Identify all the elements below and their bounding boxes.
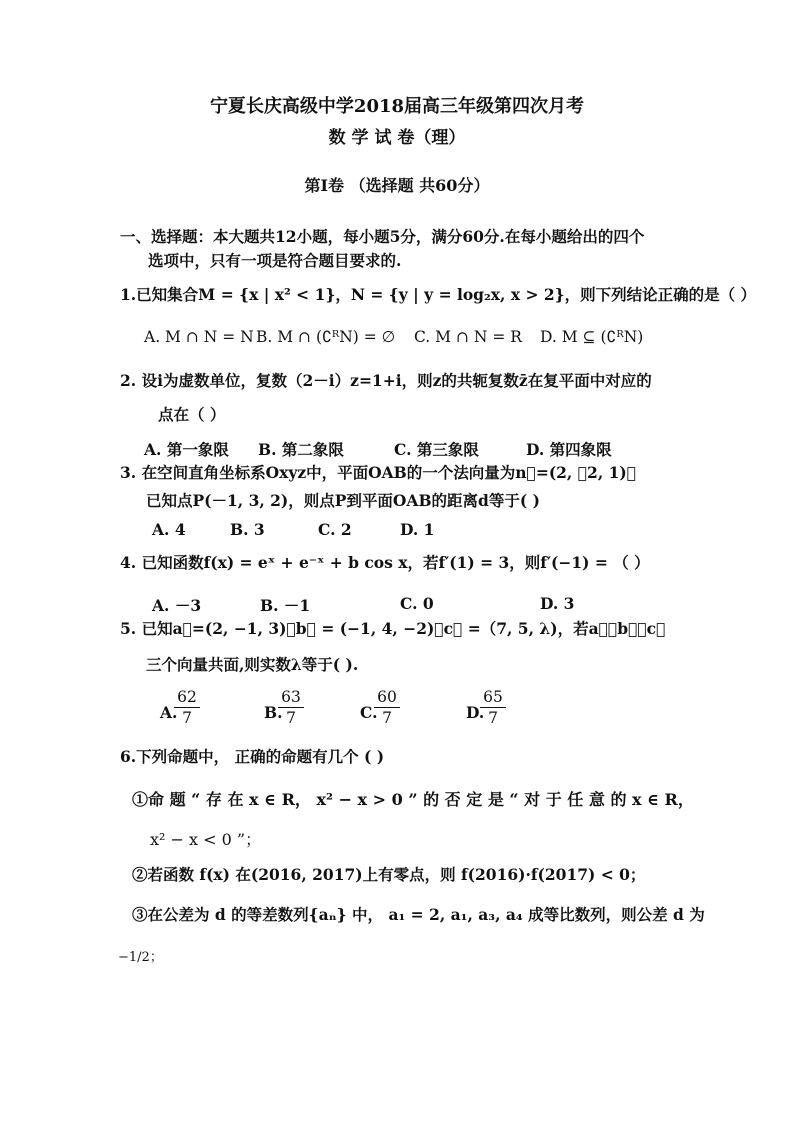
question-4-option-a: A. －3 [152, 596, 202, 615]
question-6-item-1: ①命 题 “ 存 在 x ∈ R， x² − x > 0 ” 的 否 定 是 “ 对 于 任 意 的 x ∈ R， [132, 790, 694, 809]
question-1-stem: 1.已知集合M = {x | x² < 1}，N = {y | y = log₂x, x > 2}，则下列结论正确的是（ ） [120, 285, 757, 304]
numerator: 62 [174, 688, 200, 708]
question-4-stem: 4. 已知函数f(x) = eˣ + e⁻ˣ + b cos x，若f′(1) = 3，则f′(−1) = （ ） [120, 553, 650, 572]
option-letter: D. [466, 703, 485, 722]
denominator: 7 [382, 709, 392, 727]
question-1-option-d: D. M ⊆ (∁ᴿN) [540, 328, 644, 346]
fraction [374, 688, 400, 727]
question-5-stem-line-1: 5. 已知a⃗=(2, −1, 3)，b⃗ = (−1, 4, −2)，c⃗ =（7, 5, λ)，若a⃗，b⃗，c⃗ [120, 619, 666, 638]
question-1-option-a: A. M ∩ N = N [144, 328, 254, 346]
option-letter: C. [360, 703, 378, 722]
question-3-option-b: B. 3 [230, 520, 265, 539]
exam-title: 宁夏长庆高级中学2018届高三年级第四次月考 [209, 96, 585, 117]
question-3-stem-line-2: 已知点P(－1, 3, 2)，则点P到平面OAB的距离d等于( ) [146, 491, 540, 510]
question-5-stem-line-2: 三个向量共面,则实数λ等于( ). [146, 655, 359, 674]
fraction [174, 688, 200, 727]
question-6-stem: 6.下列命题中， 正确的命题有几个 ( ) [120, 747, 385, 766]
question-1-option-b: B. M ∩ (∁ᴿN) = ∅ [256, 328, 396, 346]
question-3-option-c: C. 2 [318, 520, 352, 539]
question-2-stem-line-2: 点在（ ） [158, 405, 226, 424]
fraction [278, 688, 304, 727]
denominator: 7 [488, 709, 498, 727]
question-2-option-c: C. 第三象限 [394, 440, 479, 459]
question-4-option-d: D. 3 [540, 594, 575, 613]
question-6-item-1-cont: x² − x < 0 ”； [150, 830, 262, 849]
question-2-option-a: A. 第一象限 [144, 440, 229, 459]
instructions-line-2: 选项中，只有一项是符合题目要求的. [148, 251, 402, 270]
numerator: 60 [374, 688, 400, 708]
question-3-option-a: A. 4 [152, 520, 186, 539]
instructions-line-1: 一、选择题：本大题共12小题，每小题5分，满分60分.在每小题给出的四个 [120, 227, 645, 246]
denominator: 7 [182, 709, 192, 727]
fraction [480, 688, 506, 727]
denominator: 7 [286, 709, 296, 727]
numerator: 63 [278, 688, 304, 708]
section-heading: 第Ⅰ卷 （选择题 共60分） [304, 176, 490, 195]
question-4-option-c: C. 0 [400, 594, 434, 613]
question-3-option-d: D. 1 [400, 520, 435, 539]
numerator: 65 [480, 688, 506, 708]
question-6-item-2: ②若函数 f(x) 在(2016, 2017)上有零点，则 f(2016)·f(2017) < 0； [132, 865, 646, 884]
question-1-option-c: C. M ∩ N = R [414, 328, 522, 346]
question-2-option-d: D. 第四象限 [526, 440, 612, 459]
question-6-item-3-cont: −1/2； [118, 950, 163, 965]
question-2-stem-line-1: 2. 设i为虚数单位，复数（2－i）z=1+i，则z的共轭复数z̄在复平面中对应的 [120, 371, 652, 390]
question-2-option-b: B. 第二象限 [258, 440, 344, 459]
question-3-stem-line-1: 3. 在空间直角坐标系Oxyz中，平面OAB的一个法向量为n⃗=(2, －2, 1)， [120, 463, 637, 482]
option-letter: A. [160, 703, 178, 722]
exam-subtitle: 数 学 试 卷（理） [328, 128, 466, 148]
question-6-item-3: ③在公差为 d 的等差数列{aₙ} 中， a₁ = 2, a₁, a₃, a₄ 成等比数列，则公差 d 为 [132, 905, 705, 924]
question-4-option-b: B. －1 [260, 596, 311, 615]
option-letter: B. [264, 703, 283, 722]
